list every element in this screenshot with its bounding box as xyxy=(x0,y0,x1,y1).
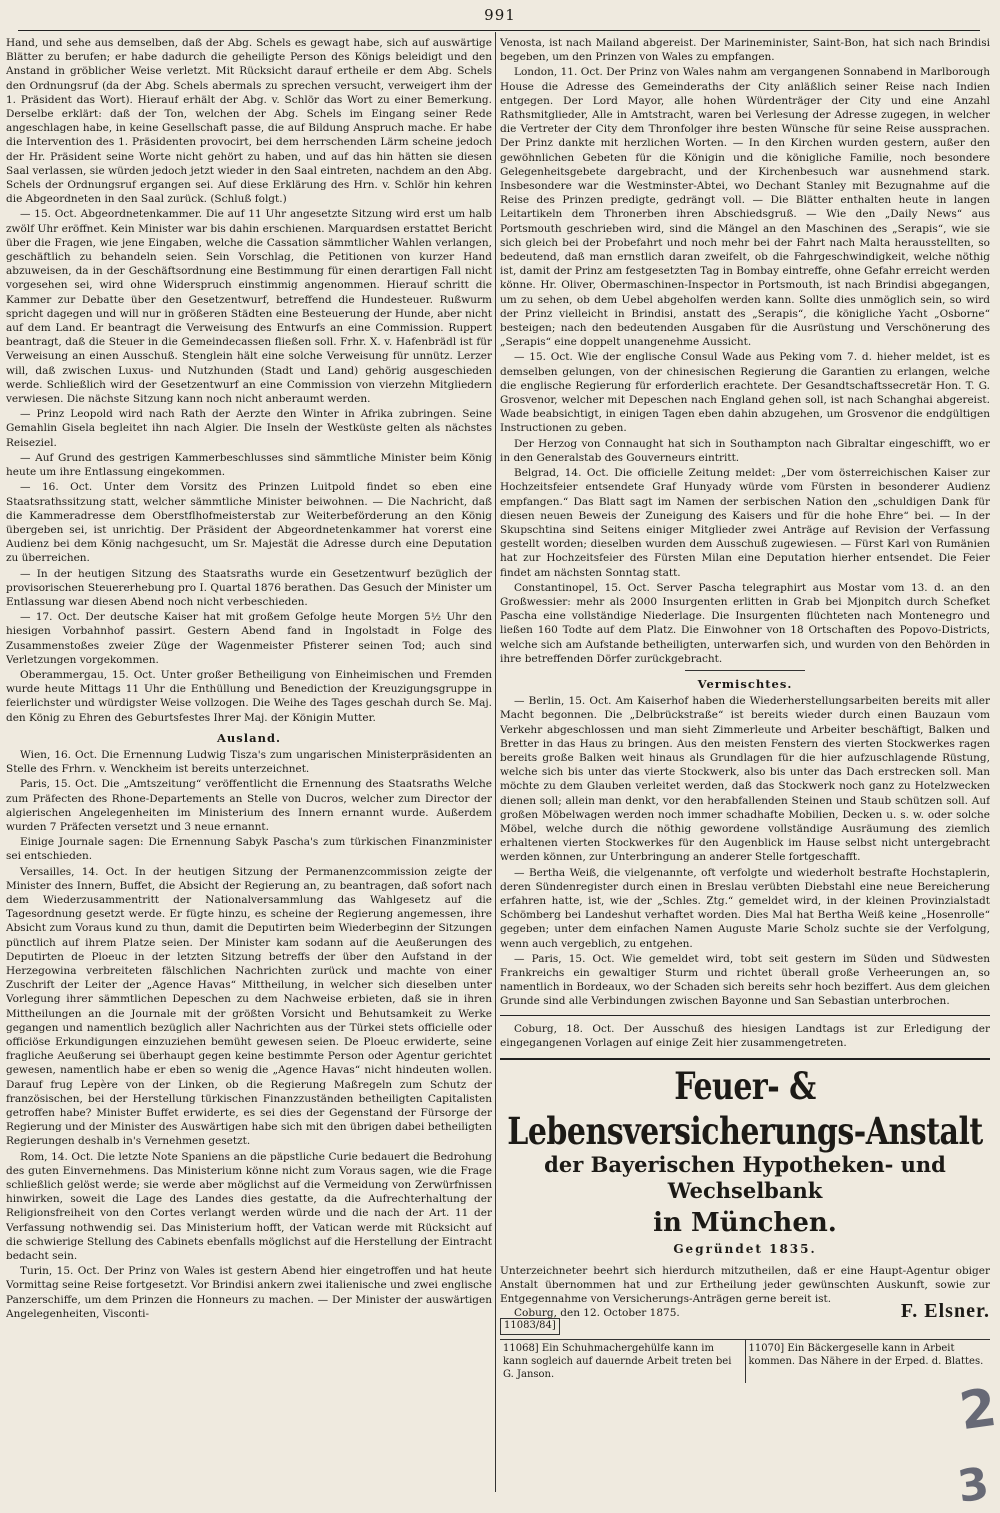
ad-city: in München. xyxy=(653,1208,837,1239)
handwritten-mark: 3 xyxy=(954,1458,993,1513)
ad-founded: Gegründet 1835. xyxy=(673,1242,817,1257)
article-paragraph: — Paris, 15. Oct. Wie gemeldet wird, tobt seit gestern im Süden und Südwesten Frankreichs ein gewaltiger Sturm und richtet überall große Verheerungen an, so namentlich in Bordeaux, wo der Schaden sich bereits sehr hoch beziffert. Aus dem gleichen Grunde sind alle Verbindungen zwischen Bayonne und San Sebastian unterbrochen. xyxy=(500,952,990,1008)
article-paragraph: Einige Journale sagen: Die Ernennung Sabyk Pascha's zum türkischen Finanzminister sei entschieden. xyxy=(6,836,492,863)
classified-ads xyxy=(500,1339,990,1383)
article-paragraph: Der Herzog von Connaught hat sich in Southampton nach Gibraltar eingeschifft, wo er in den Generalstab des Gouverneurs eintritt. xyxy=(500,437,990,464)
article-paragraph: — In der heutigen Sitzung des Staatsraths wurde ein Gesetzentwurf bezüglich der provisorischen Steuererhebung pro I. Quartal 1876 berathen. Das Gesuch der Minister um Entlassung war diesen Abend noch nicht verbeschieden. xyxy=(6,567,492,608)
article-paragraph: Paris, 15. Oct. Die „Amtszeitung“ veröffentlicht die Ernennung des Staatsraths Welche zum Präfecten des Rhone-Departements an Stelle von Ducros, welcher zum Director der algierischen Angelegenheiten im Ministerium des Innern ernannt wurde. Außerdem wurden 7 Präfecten versetzt und 3 neue ernannt. xyxy=(6,778,492,833)
article-paragraph: Rom, 14. Oct. Die letzte Note Spaniens an die päpstliche Curie bedauert die Bedrohung des guten Einvernehmens. Das Ministerium könne nicht zum Voraus sagen, wie die Frage schließlich gelöst werde; sie werde aber möglichst auf die Vermeidung von Zerwürfnissen hinwirken, soweit die Lage des Landes dies gestatte, da die Aufrechterhaltung der Religionsfreiheit von den Cortes verlangt werden würde und die nach der Art. 11 der Verfassung nothwendig sei. Das Ministerium hofft, der Vatican werde mit Rücksicht auf die schwierige Stellung des Cabinets ebenfalls möglichst auf die Herstellung der Eintracht bedacht sein. xyxy=(6,1150,492,1263)
article-paragraph: Turin, 15. Oct. Der Prinz von Wales ist gestern Abend hier eingetroffen und hat heute Vormittag seine Reise fortgesetzt. Vor Brindisi ankern zwei italienische und zwei englische Panzerschiffe, um dem Prinzen die Honneurs zu machen. — Der Minister der auswärtigen Angelegenheiten, Visconti- xyxy=(6,1265,492,1320)
article-paragraph: Oberammergau, 15. Oct. Unter großer Betheiligung von Einheimischen und Fremden wurde heute Mittags 11 Uhr die Enthüllung und Benediction der Kreuzigungsgruppe in feierlichster und würdigster Weise vollzogen. Die Weihe des Tages geschah durch Se. Maj. den König zu Ehren des Geburtsfestes Ihrer Maj. der Königin Mutter. xyxy=(6,668,492,724)
article-paragraph: Hand, und sehe aus demselben, daß der Abg. Schels es gewagt habe, sich auf auswärtige Blätter zu berufen; er habe dadurch die geheiligte Person des Königs beleidigt und den Anstand in gröblicher Weise verletzt. Mit Rücksicht darauf ertheile er dem Abg. Schels den Ordnungsruf (da der Abg. Schels abermals zu sprechen versucht, verweigert ihm der 1. Präsident das Wort). Hierauf erhält der Abg. v. Schlör das Wort zu einer Bemerkung. Derselbe erklärt: daß der Ton, welchen der Abg. Schels im Eingang seiner Rede angeschlagen habe, in keine Gesellschaft passe, die auf Bildung Anspruch mache. Er habe die Intervention des 1. Präsidenten provocirt, bei dem herrschenden Lärm scheine jedoch der Hr. Präsident seine Worte nicht gehört zu haben, und auf das hin hätten sie diesen Saal verlassen, sie würden jedoch jetzt wieder in den Saal eintreten, nachdem an den Abg. Schels der Ordnungsruf ergangen sei. Auf diese Erklärung des Hrn. v. Schlör hin kehren die Abgeordneten in den Saal zurück. (Schluß folgt.) xyxy=(6,37,492,206)
article-paragraph: — Auf Grund des gestrigen Kammerbeschlusses sind sämmtliche Minister beim König heute um ihre Entlassung eingekommen. xyxy=(6,451,492,479)
ad-subtitle: der Bayerischen Hypotheken- und Wechselbank xyxy=(544,1152,946,1204)
article-paragraph: Versailles, 14. Oct. In der heutigen Sitzung der Permanenzcommission zeigte der Minister des Innern, Buffet, die Absicht der Regierung an, zu beantragen, daß sofort nach dem Wiederzusammentritt der Nationalversammlung das Wahlgesetz auf die Tagesordnung gesetzt werde. Er fügte hinzu, es scheine der Regierung angemessen, ihre Absicht zum Voraus kund zu thun, damit die Deputirten beim Wiederbeginn der Sitzungen pünctlich auf ihrem Platze seien. Der Minister kam sodann auf die Aeußerungen des Deputirten de Ploeuc in der letzten Sitzung betreffs der über den Aufstand in der Herzegowina verbreiteten fälschlichen Nachrichten zurück und machte von einer Zuschrift der Leiter der „Agence Havas“ Mittheilung, in welcher sich dieselben unter Vorlegung ihrer sämmtlichen Depeschen zu dem Nachweise erbieten, daß sie in ihren Mittheilungen an die Journale mit der größten Vorsicht und Behutsamkeit zu Werke gegangen und namentlich bezüglich aller Nachrichten aus der Türkei stets officielle oder officiöse Erkundigungen einzuziehen bemüht gewesen seien. De Ploeuc erwiderte, seine fragliche Aeußerung sei überhaupt gegen keine bestimmte Person oder Agentur gerichtet gewesen, namentlich habe er eben so wenig die „Agence Havas“ nicht hindeuten wollen. Darauf frug Lepère von der Linken, ob die Regierung Maßregeln zum Schutz der französischen, bei der Herstellung türkischen Finanzzuständen betheiligten Capitalisten getroffen habe? Minister Buffet erwiderte, es sei dies der Gegenstand der Fürsorge der Regierung und der Minister des Auswärtigen habe sich mit den übrigen dabei betheiligten Regierungen deshalb in's Vernehmen gesetzt. xyxy=(6,865,492,1148)
ad-reference: 11083/84] xyxy=(500,1318,560,1334)
article-paragraph: — 15. Oct. Abgeordnetenkammer. Die auf 11 Uhr angesetzte Sitzung wird erst um halb zwölf Uhr eröffnet. Kein Minister war bis dahin erschienen. Marquardsen erstattet Bericht über die Fragen, wie jene Eingaben, welche die Cassation sämmtlicher Wahlen verlangen, geschäftlich zu behandeln seien. Sein Vorschlag, die Petitionen von kurzer Hand abzuweisen, da in der Geschäftsordnung eine Bestimmung für einen derartigen Fall nicht vorgesehen sei, wird ohne Widerspruch einstimmig angenommen. Hierauf schritt die Kammer zur Debatte über den Gesetzentwurf, betreffend die Hundesteuer. Rußwurm spricht dagegen und will nur in größeren Städten eine Besteuerung der Hunde, aber nicht auf dem Land. Er beantragt die Verweisung des Entwurfs an eine Commission. Ruppert beantragt, daß die Steuer in die Gemeindecassen fließen soll. Frhr. X. v. Hafenbrädl ist für Verweisung an einen Ausschuß. Stenglein hält eine solche Verweisung für unnütz. Lerzer will, daß zwischen Luxus- und Nutzhunden (Stadt und Land) gehörig ausgeschieden werde. Schließlich wird der Gesetzentwurf an eine Commission von vierzehn Mitgliedern verwiesen. Die nächste Sitzung kann noch nicht anberaumt werden. xyxy=(6,208,492,406)
article-paragraph: — 15. Oct. Wie der englische Consul Wade aus Peking vom 7. d. hieher meldet, ist es demselben gelungen, von der chinesischen Regierung die Garantien zu erlangen, welche die englische Regierung für erforderlich erachtete. Der Gesandtschaftssecretär Hon. T. G. Grosvenor, welcher mit Depeschen nach England gehen soll, ist nach Schanghai abgereist. Wade beabsichtigt, in einigen Tagen eben dahin abzugehen, um Grosvenor die endgültigen Instructionen zu geben. xyxy=(500,351,990,435)
article-paragraph: Belgrad, 14. Oct. Die officielle Zeitung meldet: „Der vom österreichischen Kaiser zur Hochzeitsfeier entsendete Graf Hunyady würde vom Fürsten in besonderer Audienz empfangen.“ Das Blatt sagt im Namen der serbischen Nation den „schuldigen Dank für diesen neuen Beweis der Zuneigung des Kaisers und für die hohe Ehre“ bei. — In der Skupschtina sind Seitens einiger Mitglieder zwei Anträge auf Revision der Verfassung gestellt worden; dieselben wurden dem Ausschuß zugewiesen. — Fürst Karl von Rumänien hat zur Hochzeitsfeier des Fürsten Milan eine Deputation hierher entsendet. Die Feier findet am nächsten Sonntag statt. xyxy=(500,467,990,579)
top-rule xyxy=(18,30,980,31)
article-paragraph: — Prinz Leopold wird nach Rath der Aerzte den Winter in Afrika zubringen. Seine Gemahlin Gisela begleitet ihn nach Algier. Die Inseln der Westküste gelten als nächstes Reiseziel. xyxy=(6,408,492,449)
section-heading-vermischtes: Vermischtes. xyxy=(697,676,793,691)
article-paragraph: Wien, 16. Oct. Die Ernennung Ludwig Tisza's zum ungarischen Ministerpräsidenten an Stelle des Frhrn. v. Wenckheim ist bereits unterzeichnet. xyxy=(6,748,492,776)
article-paragraph: Venosta, ist nach Mailand abgereist. Der Marineminister, Saint-Bon, hat sich nach Brindisi begeben, um den Prinzen von Wales zu empfangen. xyxy=(500,37,990,64)
classified-ad: 11068] Ein Schuhmachergehülfe kann im kann sogleich auf dauernde Arbeit treten bei G. Janson. xyxy=(503,1342,732,1380)
right-column xyxy=(500,36,990,1383)
left-column xyxy=(6,36,492,1322)
ad-title: Feuer- & Lebensversicherungs-Anstalt xyxy=(507,1065,983,1154)
insurance-advertisement xyxy=(500,1058,990,1335)
page-number: 991 xyxy=(484,6,516,24)
ad-signature: F. Elsner. xyxy=(900,1300,990,1323)
article-paragraph: — 17. Oct. Der deutsche Kaiser hat mit großem Gefolge heute Morgen 5½ Uhr den hiesigen Vorbahnhof passirt. Gestern Abend fand in Ingolstadt in Folge des Zusammenstoßes zweier Züge der Wagenmeister Pfisterer seinen Tod; auch sind Verletzungen vorgekommen. xyxy=(6,611,492,666)
handwritten-mark: 2 xyxy=(956,1377,1000,1443)
ad-text: Unterzeichneter beehrt sich hierdurch mitzutheilen, daß er eine Haupt-Agentur obiger Anstalt übernommen hat und zur Ertheilung jeder gewünschten Auskunft, sowie zur Entgegennahme von Versicherungs-Anträgen gerne bereit ist. xyxy=(500,1265,990,1306)
column-divider xyxy=(495,32,496,1492)
article-paragraph: — Berlin, 15. Oct. Am Kaiserhof haben die Wiederherstellungsarbeiten bereits mit aller Macht begonnen. Die „Delbrückstraße“ ist bereits wieder durch einen Bauzaun vom Verkehr abgeschlossen und man sieht Zimmerleute und Arbeiter beschäftigt, Balken und Bretter in das Haus zu bringen. Aus den meisten Fenstern des vierten Stockwerkes ragen bereits große Balken weit hinaus als Grundlagen für die hier aufzuschlagende Rüstung, welche sich bis unter das vierte Stockwerk, also bis unter das Dach erstrecken soll. Man möchte zu dem Glauben verleitet werden, daß das Stockwerk noch ganz zu Hotelzwecken dienen soll; allein man denkt, vor den herabfallenden Steinen und Staub schützen soll. Auf großen Möbelwagen werden noch immer schadhafte Mobilien, Decken u. s. w. oder solche Möbel, welche durch die nöthig gewordene vollständige Ausräumung des ziemlich erhaltenen vierten Stockwerkes für den Augenblick im Hause selbst nicht untergebracht werden können, zur Unterbringung an anderer Stelle fortgeschafft. xyxy=(500,695,990,864)
article-paragraph: Constantinopel, 15. Oct. Server Pascha telegraphirt aus Mostar vom 13. d. an den Großwessier: mehr als 2000 Insurgenten erlitten in Grab bei Mjonpitch durch Schefket Pascha eine vollständige Niederlage. Die Insurgenten flüchteten nach Montenegro und ließen 160 Todte auf dem Platz. Die Einwohner von 18 Ortschaften des Popovo-Districts, welche sich am Aufstande betheiligten, unterwarfen sich, und wurden von den Behörden in ihre betreffenden Dörfer zurückgebracht. xyxy=(500,581,990,665)
article-paragraph: — Bertha Weiß, die vielgenannte, oft verfolgte und wiederholt bestrafte Hochstaplerin, deren Sündenregister durch einen in Breslau verübten Diebstahl eine neue Bereicherung erfahren hatte, ist, wie der „Schles. Ztg.“ gemeldet wird, in der kleinen Provinzialstadt Schömberg bei Landeshut verhaftet worden. Dies Mal hat Bertha Weiß keine „Hosenrolle“ gegeben; unter dem einfachen Namen Auguste Marie Scholz suchte sie der Verfolgung, wenn auch vergeblich, zu entgehen. xyxy=(500,866,990,950)
section-rule xyxy=(685,670,805,671)
article-paragraph: — 16. Oct. Unter dem Vorsitz des Prinzen Luitpold findet so eben eine Staatsrathssitzung statt, welcher sämmtliche Minister beiwohnen. — Die Nachricht, daß die Kammeradresse dem Oberstflhofmeisterstab zur Weiterbeförderung an den König übergeben sei, ist unrichtig. Der Präsident der Abgeordnetenkammer hat vorerst eine Audienz bei dem König nachgesucht, um Sr. Majestät die Adresse durch eine Deputation zu überreichen. xyxy=(6,481,492,565)
article-paragraph: London, 11. Oct. Der Prinz von Wales nahm am vergangenen Sonnabend in Marlborough House die Adresse des Gemeinderaths der City anläßlich seiner Reise nach Indien entgegen. Der Lord Mayor, alle hohen Würdenträger der City und eine Anzahl Rathsmitglieder, Alle in Amtstracht, waren bei Verlesung der Adresse zugegen, in welcher die Vertreter der City dem Thronfolger ihre besten Wünsche für seine Reise aussprachen. Der Prinz dankte mit herzlichen Worten. — In den Kirchen wurden gestern, außer den gewöhnlichen Gebeten für die Königin und die königliche Familie, noch besondere Gelegenheitsgebete dargebracht, und der Kirchenbesuch war ausnehmend stark. Insbesondere war die Westminster-Abtei, wo Dechant Stanley mit Bezugnahme auf die Reise des Prinzen predigte, gedrängt voll. — Die Blätter enthalten heute in langen Leitartikeln dem Thronerben ihren Abschiedsgruß. — Wie den „Daily News“ aus Portsmouth geschrieben wird, sind die Mängel an den Maschinen des „Serapis“, wie sie sich gleich bei der Probefahrt und noch mehr bei der Fahrt nach Malta herausstellten, so bedeutend, daß man ernstlich daran zweifelt, ob die Fahrgeschwindigkeit, welche nöthig ist, damit der Prinz am festgesetzten Tag in Bombay eintreffe, ohne Gefahr erreicht werden könne. Hr. Oliver, Obermaschinen-Inspector in Portsmouth, ist nach Brindisi abgegangen, um zu sehen, ob dem Uebel abgeholfen werden kann. Sollte dies unmöglich sein, so wird der Prinz vielleicht in Brindisi, anstatt des „Serapis“, die königliche Yacht „Osborne“ besteigen; nach den bedeutenden Ausgaben für die Ausrüstung und Verschönerung des „Serapis“ eine doppelt unangenehme Aussicht. xyxy=(500,66,990,349)
section-rule xyxy=(500,1015,990,1016)
section-heading-ausland: Ausland. xyxy=(217,730,281,745)
article-paragraph: Coburg, 18. Oct. Der Ausschuß des hiesigen Landtags ist zur Erledigung der eingegangenen Vorlagen auf einige Zeit hier zusammengetreten. xyxy=(500,1022,990,1049)
ad-date: Coburg, den 12. October 1875. xyxy=(514,1307,680,1320)
classified-ad: 11070] Ein Bäckergeselle kann in Arbeit kommen. Das Nähere in der Erped. d. Blattes. xyxy=(745,1340,991,1383)
